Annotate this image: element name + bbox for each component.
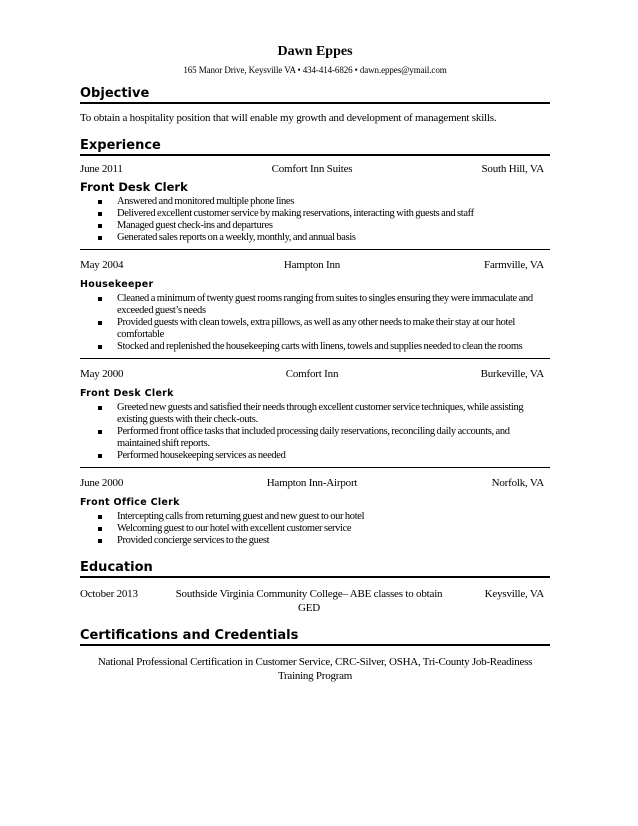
resume-page [80,44,550,683]
duty-item: Intercepting calls from returning guest and new guest to our hotel [117,511,550,523]
duty-item: Greeted new guests and satisfied their needs through excellent customer service techniques, while assisting existing guests with their check-outs. [117,402,550,426]
experience-heading: Experience [80,138,550,156]
job-header-row [80,476,550,490]
certifications-text: National Professional Certification in Customer Service, CRC-Silver, OSHA, Tri-County Job-Readiness Training Program [97,656,533,682]
job-header-row [80,162,550,176]
job-employer: Hampton Inn-Airport [266,477,358,489]
job-duties [80,402,550,462]
divider [80,467,550,468]
duty-item: Managed guest check-ins and departures [117,220,550,232]
objective-heading: Objective [80,86,550,104]
education-school: Southside Virginia Community College– ABE classes to obtain GED [175,588,443,614]
job-title: Front Desk Clerk [80,388,174,399]
job-entry [80,367,550,462]
education-date: October 2013 [80,588,138,600]
job-duties [80,196,550,244]
job-location: Norfolk, VA [491,477,544,489]
job-employer: Comfort Inn [285,368,339,380]
duty-item: Answered and monitored multiple phone lines [117,196,550,208]
job-entry [80,258,550,353]
job-date: June 2000 [80,477,124,489]
job-header-row [80,258,550,272]
job-header-row [80,367,550,381]
job-location: South Hill, VA [481,163,544,175]
job-employer: Hampton Inn [283,259,341,271]
job-entry [80,162,550,244]
duty-item: Provided guests with clean towels, extra pillows, as well as any other needs to make their stay at our hotel comfortable [117,317,550,341]
education-row [80,587,550,615]
job-title: Front Office Clerk [80,497,180,508]
duty-item: Stocked and replenished the housekeeping carts with linens, towels and supplies needed to clean the rooms [117,341,550,353]
job-duties [80,293,550,353]
job-date: May 2004 [80,259,124,271]
job-date: May 2000 [80,368,124,380]
job-date: June 2011 [80,163,123,175]
education-location: Keysville, VA [484,588,544,600]
job-title: Front Desk Clerk [80,180,188,194]
divider [80,249,550,250]
job-entry [80,476,550,547]
divider [80,358,550,359]
certifications-heading: Certifications and Credentials [80,628,550,646]
objective-text: To obtain a hospitality position that will enable my growth and development of management skills. [80,112,497,124]
job-location: Burkeville, VA [480,368,544,380]
job-employer: Comfort Inn Suites [271,163,353,175]
contact-line: 165 Manor Drive, Keysville VA • 434-414-6826 • dawn.eppes@ymail.com [183,65,447,75]
duty-item: Performed housekeeping services as needed [117,450,550,462]
candidate-name: Dawn Eppes [277,44,353,59]
job-duties [80,511,550,547]
duty-item: Performed front office tasks that included processing daily reservations, reconciling daily accounts, and maintained shift reports. [117,426,550,450]
job-title: Housekeeper [80,279,154,290]
duty-item: Provided concierge services to the guest [117,535,550,547]
duty-item: Delivered excellent customer service by making reservations, interacting with guests and staff [117,208,550,220]
duty-item: Cleaned a minimum of twenty guest rooms ranging from suites to singles ensuring they were immaculate and exceeded guest’s needs [117,293,550,317]
duty-item: Generated sales reports on a weekly, monthly, and annual basis [117,232,550,244]
job-location: Farmville, VA [484,259,544,271]
education-heading: Education [80,560,550,578]
duty-item: Welcoming guest to our hotel with excellent customer service [117,523,550,535]
